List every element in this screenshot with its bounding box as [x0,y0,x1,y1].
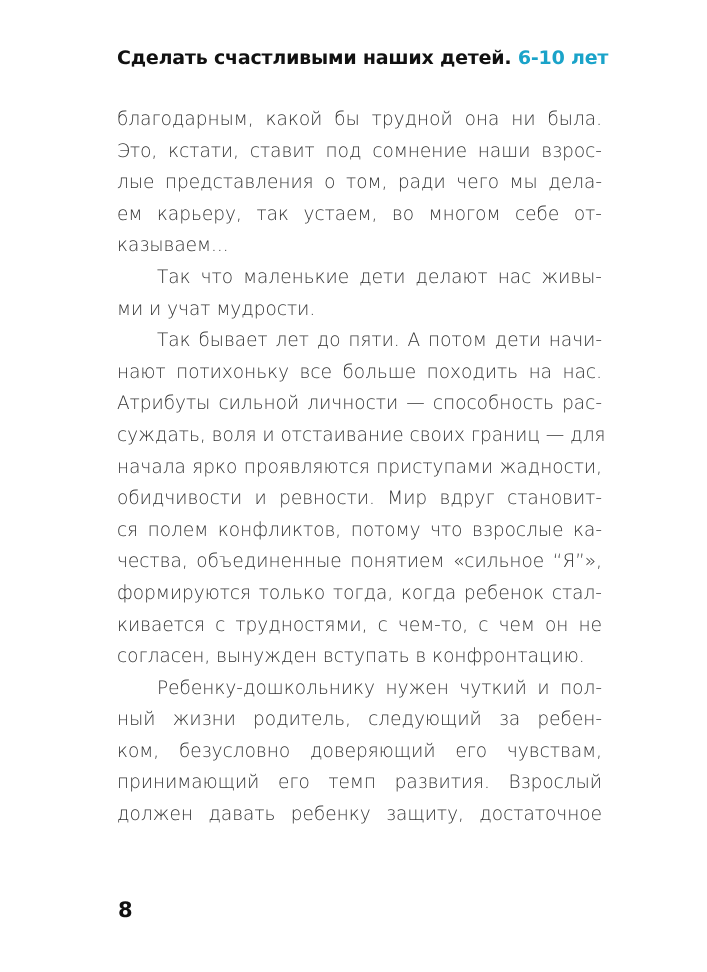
page-number: 8 [118,898,133,922]
book-title: Сделать счастливыми наших детей. [117,47,512,69]
text-line: ми и учат мудрости. [117,298,316,320]
text-line: нают потихоньку все больше походить на нас. [117,361,602,383]
running-header [117,44,617,72]
text-line: Так что маленькие дети делают нас живы- [157,266,602,288]
text-line: принимающий его темп развития. Взрослый [117,772,602,794]
text-line: должен давать ребенку защиту, достаточное [117,804,602,826]
text-line: ем карьеру, так устаем, во многом себе от- [117,203,602,225]
text-line: согласен, вынужден вступать в конфронтацию. [117,646,585,668]
text-line: Это, кстати, ставит под сомнение наши взрос- [117,140,602,162]
text-line: чества, объединенные понятием «сильное “Я”», [117,551,602,573]
text-line: лые представления о том, ради чего мы дела- [117,172,602,194]
text-line: ком, безусловно доверяющий его чувствам, [117,740,602,762]
text-line: обидчивости и ревности. Мир вдруг становит- [117,488,602,510]
text-line: Атрибуты сильной личности — способность рас- [117,393,602,415]
text-line: суждать, воля и отстаивание своих границ — для [117,424,606,446]
text-line: ный жизни родитель, следующий за ребен- [117,709,602,731]
text-line: Так бывает лет до пяти. А потом дети начи- [157,330,602,352]
text-line: казываем... [117,235,229,257]
text-line: ся полем конфликтов, потому что взрослые ка- [117,519,602,541]
text-line: формируются только тогда, когда ребенок стал- [117,582,602,604]
age-range: 6-10 лет [517,47,609,69]
text-line: кивается с трудностями, с чем-то, с чем он не [117,614,602,636]
body-text [117,104,606,831]
text-line: начала ярко проявляются приступами жадности, [117,456,602,478]
text-line: благодарным, какой бы трудной она ни была. [117,109,602,130]
text-line: Ребенку-дошкольнику нужен чуткий и пол- [157,677,602,699]
